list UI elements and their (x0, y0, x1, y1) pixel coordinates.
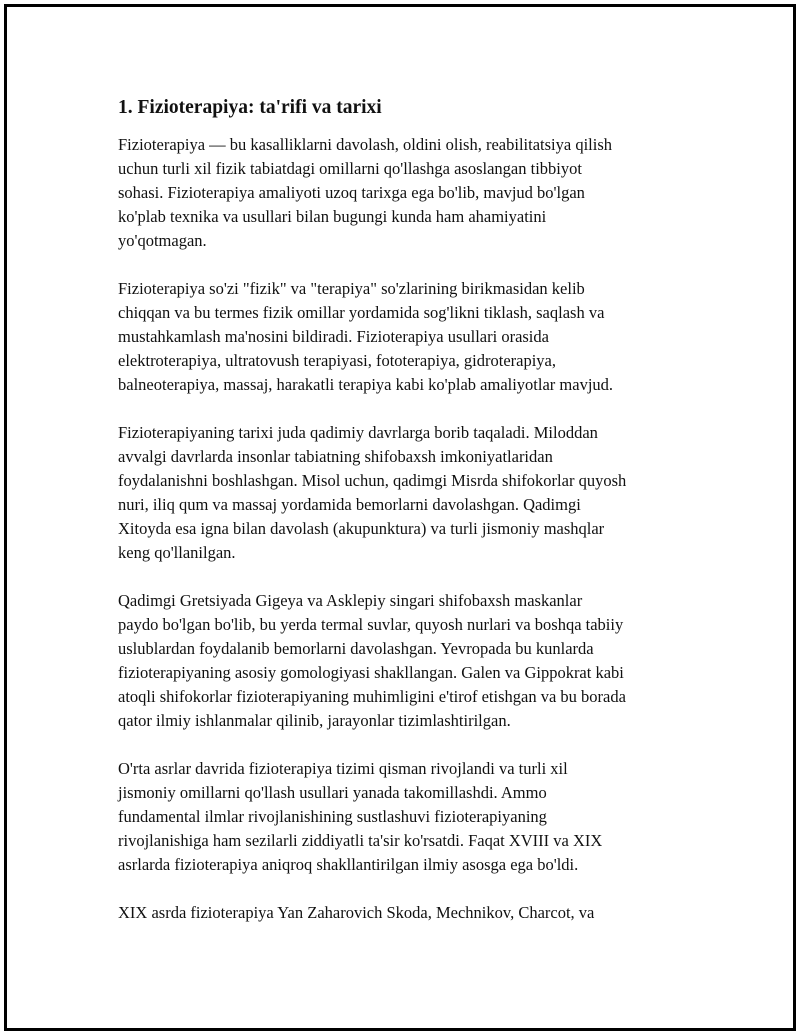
text-line: yo'qotmagan. (118, 231, 207, 250)
text-line: jismoniy omillarni qo'llash usullari yanada takomillashdi. Ammo (118, 783, 547, 802)
text-line: Xitoyda esa igna bilan davolash (akupunktura) va turli jismoniy mashqlar (118, 519, 605, 538)
section-heading: 1. Fizioterapiya: ta'rifi va tarixi (118, 97, 382, 118)
paragraph-ancient-history (118, 421, 693, 565)
text-line: atoqli shifokorlar fizioterapiyaning muhimligini e'tirof etishgan va bu borada (118, 687, 626, 706)
text-line: fizioterapiyaning asosiy gomologiyasi shakllangan. Galen va Gippokrat kabi (118, 663, 624, 682)
text-line: nuri, iliq qum va massaj yordamida bemorlarni davolashgan. Qadimgi (118, 495, 581, 514)
paragraph-definition (118, 133, 693, 253)
text-line: balneoterapiya, massaj, harakatli terapiya kabi ko'plab amaliyotlar mavjud. (118, 375, 614, 394)
text-line: O'rta asrlar davrida fizioterapiya tizimi qisman rivojlandi va turli xil (118, 759, 568, 778)
text-line: avvalgi davrlarda insonlar tabiatning shifobaxsh imkoniyatlaridan (118, 447, 553, 466)
text-line: Fizioterapiyaning tarixi juda qadimiy davrlarga borib taqaladi. Miloddan (118, 423, 598, 442)
text-line: qator ilmiy ishlanmalar qilinib, jarayonlar tizimlashtirilgan. (118, 711, 511, 730)
paragraph-greece (118, 589, 693, 733)
text-line: paydo bo'lgan bo'lib, bu yerda termal suvlar, quyosh nurlari va boshqa tabiiy (118, 615, 624, 634)
text-line: uchun turli xil fizik tabiatdagi omillarni qo'llashga asoslangan tibbiyot (118, 159, 582, 178)
text-line: Qadimgi Gretsiyada Gigeya va Asklepiy singari shifobaxsh maskanlar (118, 591, 583, 610)
text-line: Fizioterapiya — bu kasalliklarni davolash, oldini olish, reabilitatsiya qilish (118, 135, 612, 154)
text-line: ko'plab texnika va usullari bilan bugungi kunda ham ahamiyatini (118, 207, 547, 226)
text-line: Fizioterapiya so'zi "fizik" va "terapiya" so'zlarining birikmasidan kelib (118, 279, 585, 298)
text-line: sohasi. Fizioterapiya amaliyoti uzoq tarixga ega bo'lib, mavjud bo'lgan (118, 183, 585, 202)
text-line: chiqqan va bu termes fizik omillar yordamida sog'likni tiklash, saqlash va (118, 303, 605, 322)
paragraph-etymology (118, 277, 693, 397)
text-line: XIX asrda fizioterapiya Yan Zaharovich Skoda, Mechnikov, Charcot, va (118, 903, 595, 922)
paragraph-middle-ages (118, 757, 693, 877)
document-body (118, 96, 693, 949)
text-line: mustahkamlash ma'nosini bildiradi. Fizioterapiya usullari orasida (118, 327, 549, 346)
text-line: elektroterapiya, ultratovush terapiyasi, fototerapiya, gidroterapiya, (118, 351, 556, 370)
text-line: fundamental ilmlar rivojlanishining sustlashuvi fizioterapiyaning (118, 807, 547, 826)
text-line: foydalanishni boshlashgan. Misol uchun, qadimgi Misrda shifokorlar quyosh (118, 471, 627, 490)
text-line: rivojlanishiga ham sezilarli ziddiyatli ta'sir ko'rsatdi. Faqat XVIII va XIX (118, 831, 603, 850)
paragraph-nineteenth-century (118, 901, 693, 925)
text-line: asrlarda fizioterapiya aniqroq shakllantirilgan ilmiy asosga ega bo'ldi. (118, 855, 579, 874)
text-line: keng qo'llanilgan. (118, 543, 236, 562)
text-line: uslublardan foydalanib bemorlarni davolashgan. Yevropada bu kunlarda (118, 639, 594, 658)
